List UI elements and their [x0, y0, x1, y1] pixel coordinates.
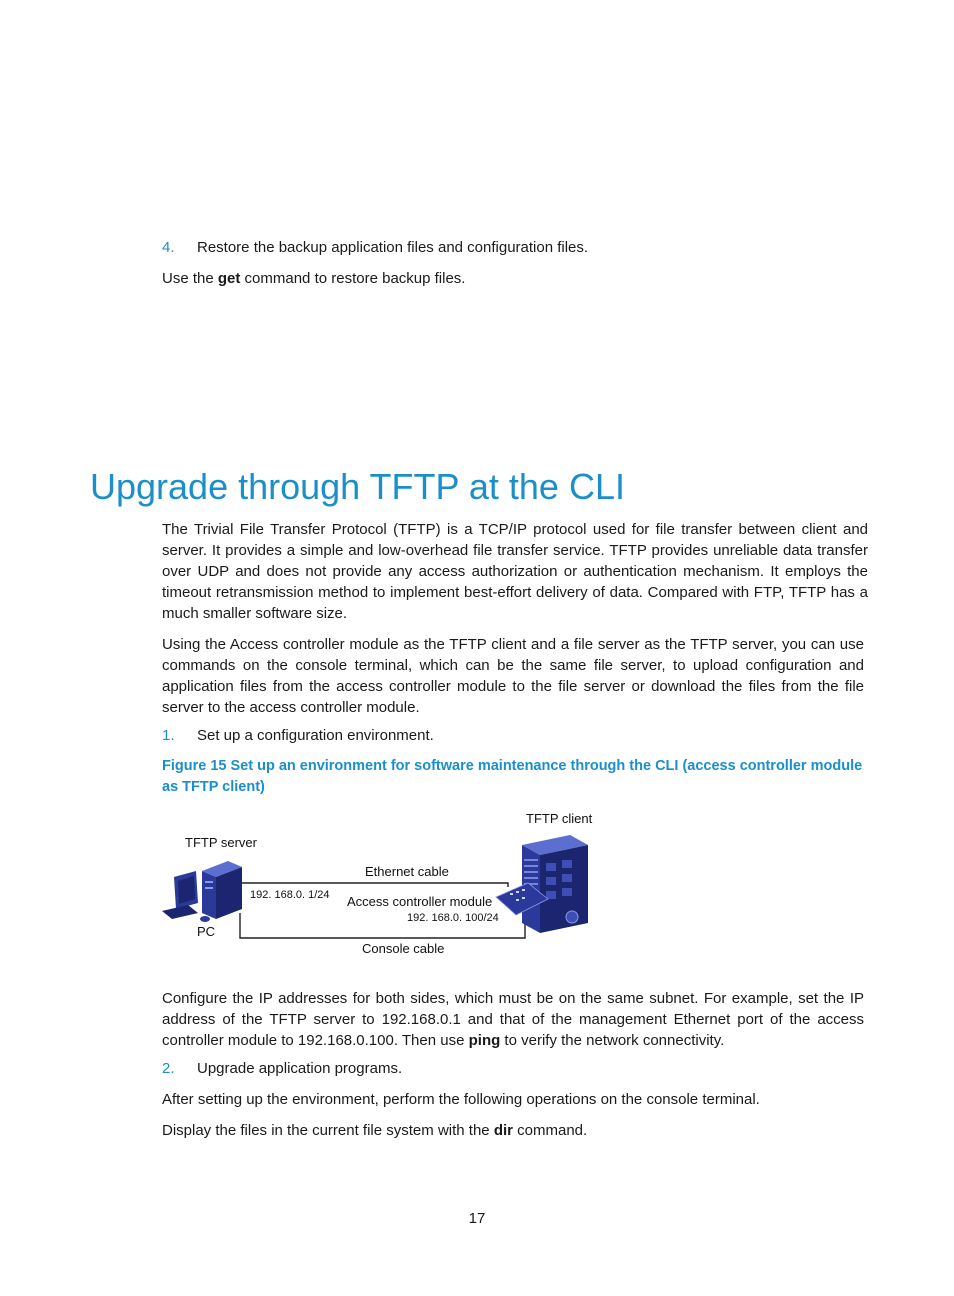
tftp-server-label: TFTP server — [185, 835, 257, 850]
step-2 — [162, 1058, 882, 1079]
paragraph-intro: The Trivial File Transfer Protocol (TFTP) is a TCP/IP protocol used for file transfer between client and server. It provides a simple and low-overhead file transfer service. TFTP provides unreliable data transfer over UDP and does not provide any access authorization or authentication mechanism. It employs the timeout retransmission method to implement best-effort delivery of data. Compared with FTP, TFTP has a much smaller software size. — [162, 521, 868, 622]
figure-caption: Figure 15 Set up an environment for software maintenance through the CLI (access controller module as TFTP client) — [162, 758, 863, 795]
step-1 — [162, 725, 882, 746]
paragraph-environment: Using the Access controller module as the TFTP client and a file server as the TFTP server, you can use commands on the console terminal, which can be the same file server, to upload configuration and application files from the access controller module to the file server or download the files from the file server to the access controller module. — [162, 636, 864, 716]
step-number: 4. — [162, 239, 175, 256]
text-fragment: command to restore backup files. — [240, 270, 466, 287]
pc-label: PC — [197, 924, 216, 939]
ethernet-cable-label: Ethernet cable — [365, 864, 449, 879]
page-number: 17 — [468, 1210, 486, 1227]
tftp-client-label: TFTP client — [526, 811, 593, 826]
text-fragment: Configure the IP addresses for both sides, which must be on the same subnet. For example, set the IP address of the TFTP server to 192.168.0.1 and that of the management Ethernet port of the access controller module to 192.168.0.100. Then use — [162, 990, 864, 1049]
step-text: Restore the backup application files and configuration files. — [197, 239, 589, 256]
paragraph-after-setup: After setting up the environment, perform the following operations on the console terminal. — [162, 1091, 760, 1108]
section-heading: Upgrade through TFTP at the CLI — [90, 466, 625, 507]
step-number: 2. — [162, 1060, 175, 1077]
text-fragment: command. — [512, 1122, 588, 1139]
command-keyword: dir — [493, 1122, 513, 1139]
command-keyword: get — [217, 270, 241, 287]
step-text: Upgrade application programs. — [197, 1060, 403, 1077]
server-ip-label: 192. 168.0. 1/24 — [250, 889, 330, 901]
module-label: Access controller module — [347, 894, 493, 909]
module-ip-label: 192. 168.0. 100/24 — [407, 912, 499, 924]
text-fragment: to verify the network connectivity. — [500, 1032, 725, 1049]
step-text: Set up a configuration environment. — [197, 727, 434, 744]
step-4 — [162, 237, 882, 258]
console-cable-label: Console cable — [362, 941, 445, 956]
step-number: 1. — [162, 727, 175, 744]
command-keyword: ping — [468, 1032, 501, 1049]
dir-command-line — [162, 1120, 882, 1141]
network-diagram — [150, 805, 620, 965]
access-controller-icon — [496, 835, 588, 933]
text-fragment: Display the files in the current file system with the — [162, 1122, 494, 1139]
text-fragment: Use the — [162, 270, 218, 287]
pc-icon — [162, 861, 242, 922]
get-command-line — [162, 268, 882, 289]
paragraph-ip-config — [162, 988, 864, 1051]
